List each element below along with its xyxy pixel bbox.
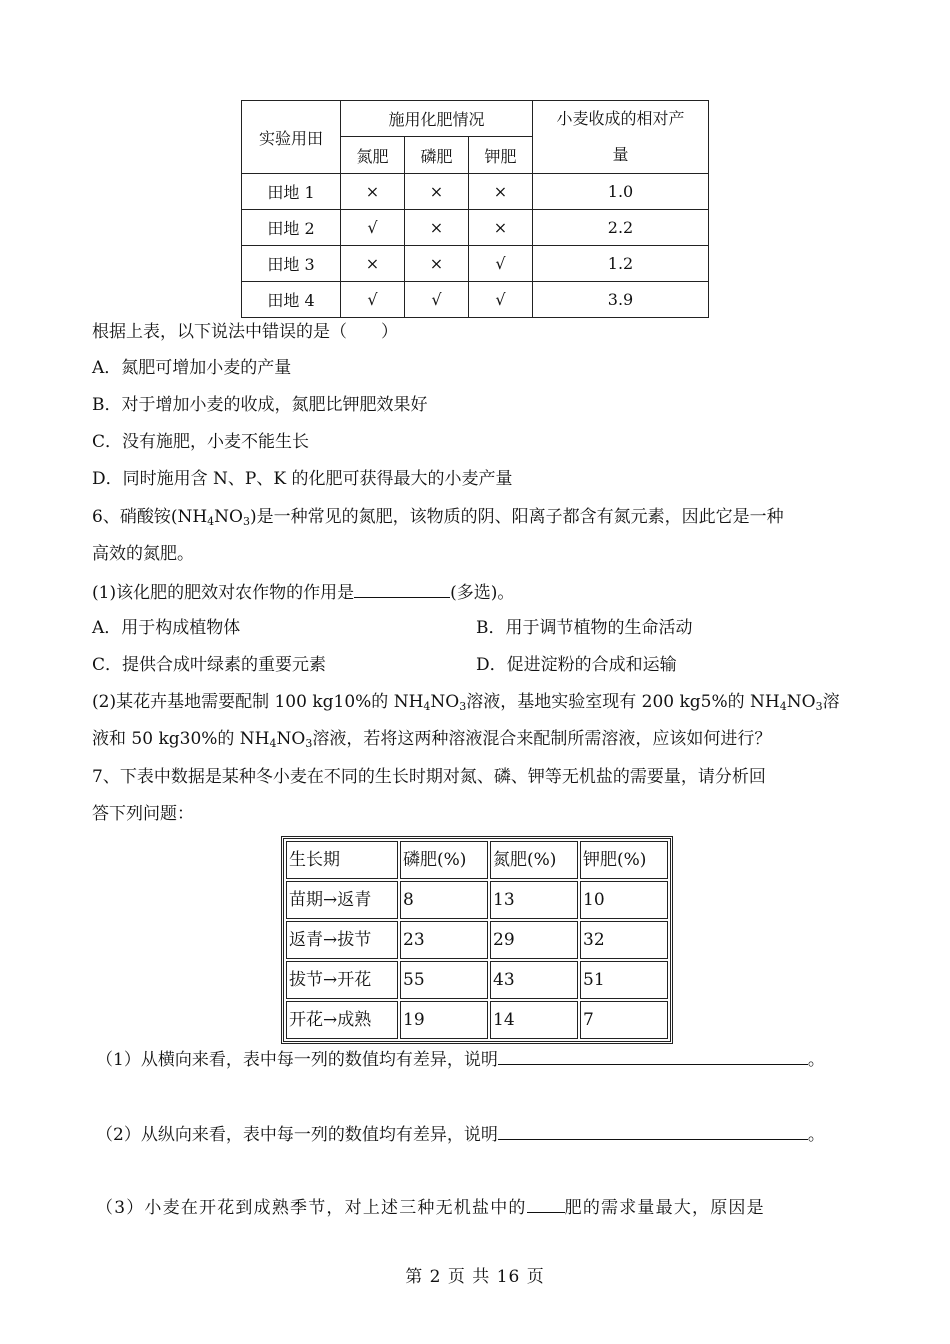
subscript: 4 — [779, 700, 787, 713]
text: 6、硝酸铵(NH — [92, 507, 208, 527]
cell-yield: 1.0 — [533, 174, 709, 210]
q6-options-row1 — [92, 616, 693, 640]
header-phosphorus: 磷肥(%) — [400, 841, 488, 879]
cell-period: 苗期→返青 — [286, 881, 398, 919]
header-field: 实验用田 — [242, 101, 341, 174]
q7-part3 — [96, 1194, 765, 1220]
cell-field: 田地 3 — [242, 246, 341, 282]
cell-k: 32 — [580, 921, 668, 959]
cell-field: 田地 4 — [242, 282, 341, 318]
header-yield-line2: 量 — [612, 145, 629, 164]
subscript: 4 — [269, 737, 277, 750]
q6-part2-line2 — [92, 727, 771, 751]
table-row — [286, 881, 668, 919]
q7-part2 — [96, 1121, 825, 1147]
q6-option-b: B．用于调节植物的生命活动 — [476, 618, 693, 638]
cell-k: 51 — [580, 961, 668, 999]
header-period: 生长期 — [286, 841, 398, 879]
cell-n: 13 — [490, 881, 578, 919]
cell-p: 23 — [400, 921, 488, 959]
cell-yield: 2.2 — [533, 210, 709, 246]
cell-p: 55 — [400, 961, 488, 999]
table-row — [242, 210, 709, 246]
q6-part2-line1 — [92, 690, 840, 714]
cell-k: × — [469, 210, 533, 246]
answer-blank[interactable] — [527, 1194, 565, 1213]
q6-option-c: C．提供合成叶绿素的重要元素 — [92, 655, 327, 675]
cell-n: √ — [341, 282, 405, 318]
answer-blank[interactable] — [354, 579, 450, 598]
cell-p: × — [405, 210, 469, 246]
header-potassium: 钾肥(%) — [580, 841, 668, 879]
subscript: 3 — [459, 700, 467, 713]
table-row — [242, 174, 709, 210]
cell-n: × — [341, 174, 405, 210]
q5-stem: 根据上表，以下说法中错误的是（ ） — [92, 322, 398, 342]
q7-stem-line1: 7、下表中数据是某种冬小麦在不同的生长时期对氮、磷、钾等无机盐的需要量，请分析回 — [92, 767, 766, 787]
text: （3）小麦在开花到成熟季节，对上述三种无机盐中的 — [96, 1198, 527, 1218]
q7-stem-line2: 答下列问题： — [92, 804, 194, 824]
text: 溶液，基地实验室现有 200 kg5%的 NH — [466, 692, 780, 712]
text: (2)某花卉基地需要配制 100 kg10%的 NH — [92, 692, 424, 712]
header-fertilizer: 施用化肥情况 — [341, 101, 533, 137]
cell-n: √ — [341, 210, 405, 246]
cell-field: 田地 2 — [242, 210, 341, 246]
header-potassium: 钾肥 — [469, 137, 533, 174]
cell-k: √ — [469, 246, 533, 282]
text: NO — [276, 729, 306, 749]
cell-n: × — [341, 246, 405, 282]
q7-part1 — [96, 1046, 825, 1072]
q6-stem-line2: 高效的氮肥。 — [92, 544, 194, 564]
q5-option-c: C．没有施肥，小麦不能生长 — [92, 432, 310, 452]
text: 溶 — [822, 692, 840, 712]
subscript: 4 — [207, 515, 215, 528]
cell-k: √ — [469, 282, 533, 318]
q6-option-a: A．用于构成植物体 — [92, 618, 241, 638]
text: (多选)。 — [450, 583, 515, 603]
cell-yield: 3.9 — [533, 282, 709, 318]
q5-option-a: A．氮肥可增加小麦的产量 — [92, 358, 292, 378]
text: 液和 50 kg30%的 NH — [92, 729, 270, 749]
cell-p: 8 — [400, 881, 488, 919]
text: （1）从横向来看，表中每一列的数值均有差异，说明 — [96, 1050, 498, 1070]
cell-period: 开花→成熟 — [286, 1001, 398, 1039]
table-header-row — [286, 841, 668, 879]
header-nitrogen: 氮肥 — [341, 137, 405, 174]
table-row — [242, 246, 709, 282]
subscript: 4 — [423, 700, 431, 713]
text: )是一种常见的氮肥，该物质的阴、阳离子都含有氮元素，因此它是一种 — [249, 507, 784, 527]
header-yield-line1: 小麦收成的相对产 — [556, 109, 685, 128]
text: NO — [214, 507, 243, 527]
cell-p: × — [405, 174, 469, 210]
text: 。 — [807, 1050, 825, 1070]
q6-option-d: D．促进淀粉的合成和运输 — [476, 655, 677, 675]
answer-blank[interactable] — [498, 1046, 808, 1065]
cell-period: 返青→拔节 — [286, 921, 398, 959]
subscript: 3 — [242, 515, 250, 528]
cell-yield: 1.2 — [533, 246, 709, 282]
q5-option-b: B．对于增加小麦的收成，氮肥比钾肥效果好 — [92, 395, 428, 415]
cell-p: 19 — [400, 1001, 488, 1039]
header-nitrogen: 氮肥(%) — [490, 841, 578, 879]
page-footer: 第 2 页 共 16 页 — [405, 1267, 545, 1287]
q6-part1 — [92, 579, 514, 605]
text: NO — [430, 692, 460, 712]
fertilizer-experiment-table — [241, 100, 709, 318]
q5-option-d: D．同时施用含 N、P、K 的化肥可获得最大的小麦产量 — [92, 469, 513, 489]
cell-n: 43 — [490, 961, 578, 999]
text: NO — [786, 692, 816, 712]
table-row — [286, 961, 668, 999]
table-row — [242, 282, 709, 318]
answer-blank[interactable] — [498, 1121, 808, 1140]
q6-stem-line1 — [92, 505, 784, 529]
text: 。 — [807, 1125, 825, 1145]
subscript: 3 — [305, 737, 313, 750]
text: 肥的需求量最大，原因是 — [564, 1198, 765, 1218]
table-row — [286, 1001, 668, 1039]
cell-k: 7 — [580, 1001, 668, 1039]
q6-options-row2 — [92, 653, 677, 677]
text: (1)该化肥的肥效对农作物的作用是 — [92, 583, 355, 603]
header-yield — [533, 101, 709, 174]
table-row — [286, 921, 668, 959]
growth-stage-table — [281, 836, 673, 1044]
cell-field: 田地 1 — [242, 174, 341, 210]
cell-k: 10 — [580, 881, 668, 919]
subscript: 3 — [815, 700, 823, 713]
cell-period: 拔节→开花 — [286, 961, 398, 999]
cell-n: 29 — [490, 921, 578, 959]
text: 溶液，若将这两种溶液混合来配制所需溶液，应该如何进行？ — [312, 729, 772, 749]
cell-k: × — [469, 174, 533, 210]
cell-p: × — [405, 246, 469, 282]
cell-p: √ — [405, 282, 469, 318]
header-phosphorus: 磷肥 — [405, 137, 469, 174]
cell-n: 14 — [490, 1001, 578, 1039]
text: （2）从纵向来看，表中每一列的数值均有差异，说明 — [96, 1125, 498, 1145]
